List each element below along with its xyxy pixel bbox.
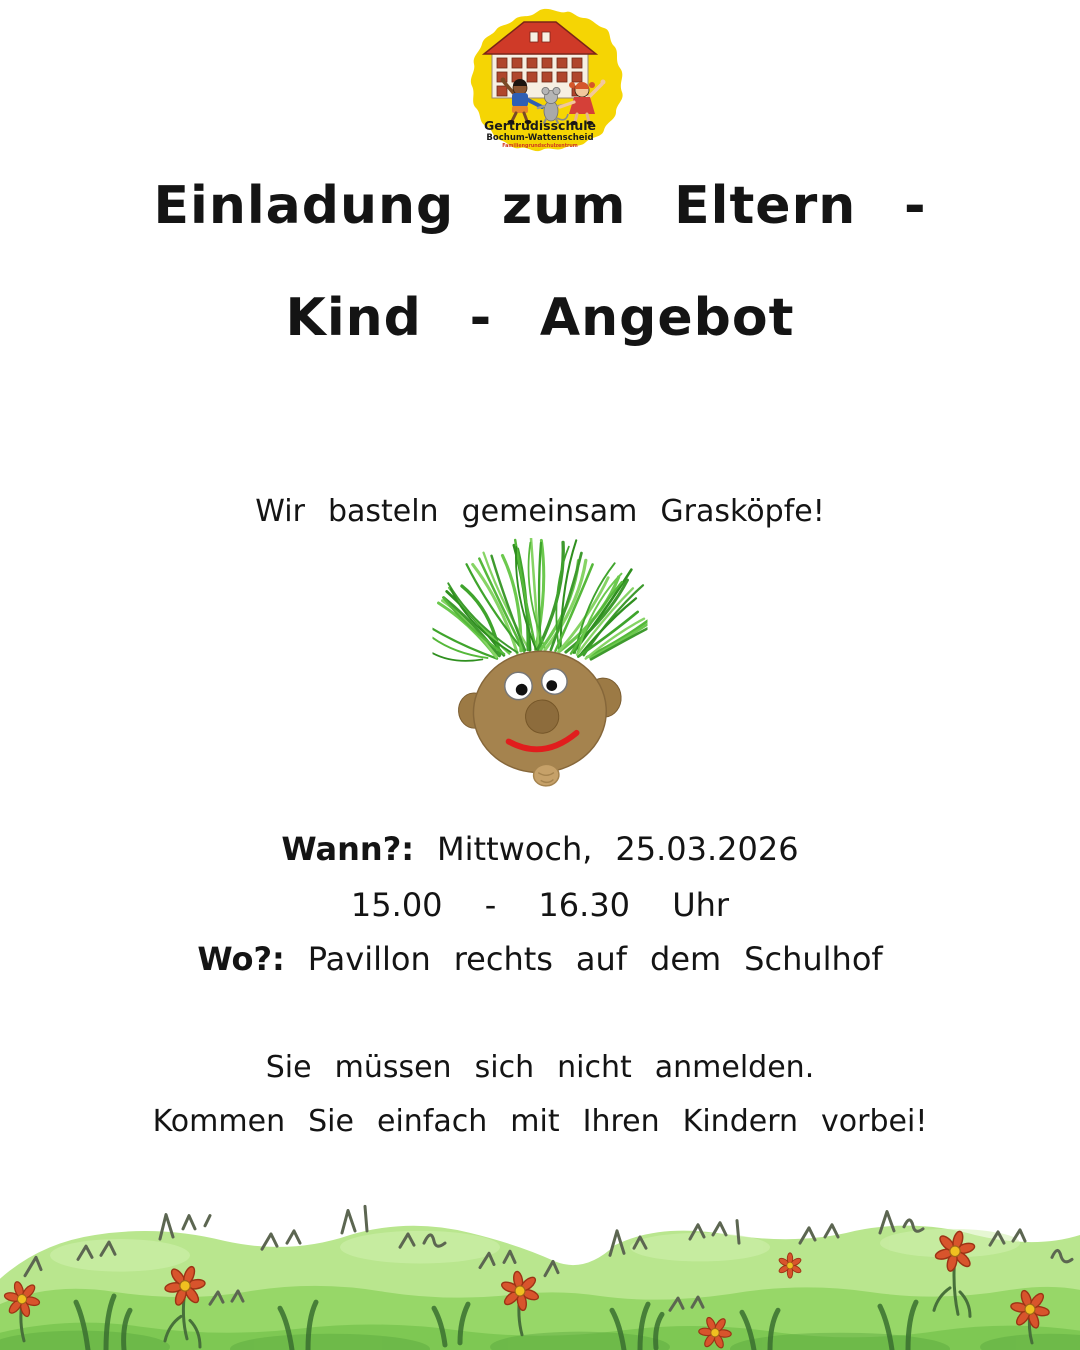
when-row <box>0 830 1080 868</box>
grass-head-image <box>433 538 648 796</box>
time-value: 15.00 - 16.30 Uhr <box>350 886 730 924</box>
logo-school-location: Bochum-Wattenscheid <box>486 133 594 143</box>
note-line2: Kommen Sie einfach mit Ihren Kindern vorbei! <box>152 1104 928 1139</box>
page-title-line2: Kind - Angebot <box>285 288 795 348</box>
subtitle: Wir basteln gemeinsam Grasköpfe! <box>255 494 825 529</box>
when-label: Wann?: <box>281 830 415 868</box>
where-value: Pavillon rechts auf dem Schulhof <box>307 940 883 978</box>
logo-school-name: Gertrudisschule <box>483 118 597 133</box>
grass-flower-border-icon <box>0 1182 1080 1350</box>
grass-head-face <box>455 646 627 792</box>
where-label: Wo?: <box>197 940 285 978</box>
logo-school-tagline: Familiengrundschulzentrum <box>502 144 578 149</box>
page-title-line1: Einladung zum Eltern - <box>153 176 927 236</box>
school-logo <box>454 6 626 160</box>
note-line1: Sie müssen sich nicht anmelden. <box>265 1050 815 1085</box>
grass-head-icon <box>433 538 648 792</box>
where-row <box>0 940 1080 978</box>
grass-hair <box>433 538 648 661</box>
school-logo-icon <box>454 6 626 156</box>
grass-flower-border <box>0 1182 1080 1350</box>
when-value: Mittwoch, 25.03.2026 <box>437 830 799 868</box>
